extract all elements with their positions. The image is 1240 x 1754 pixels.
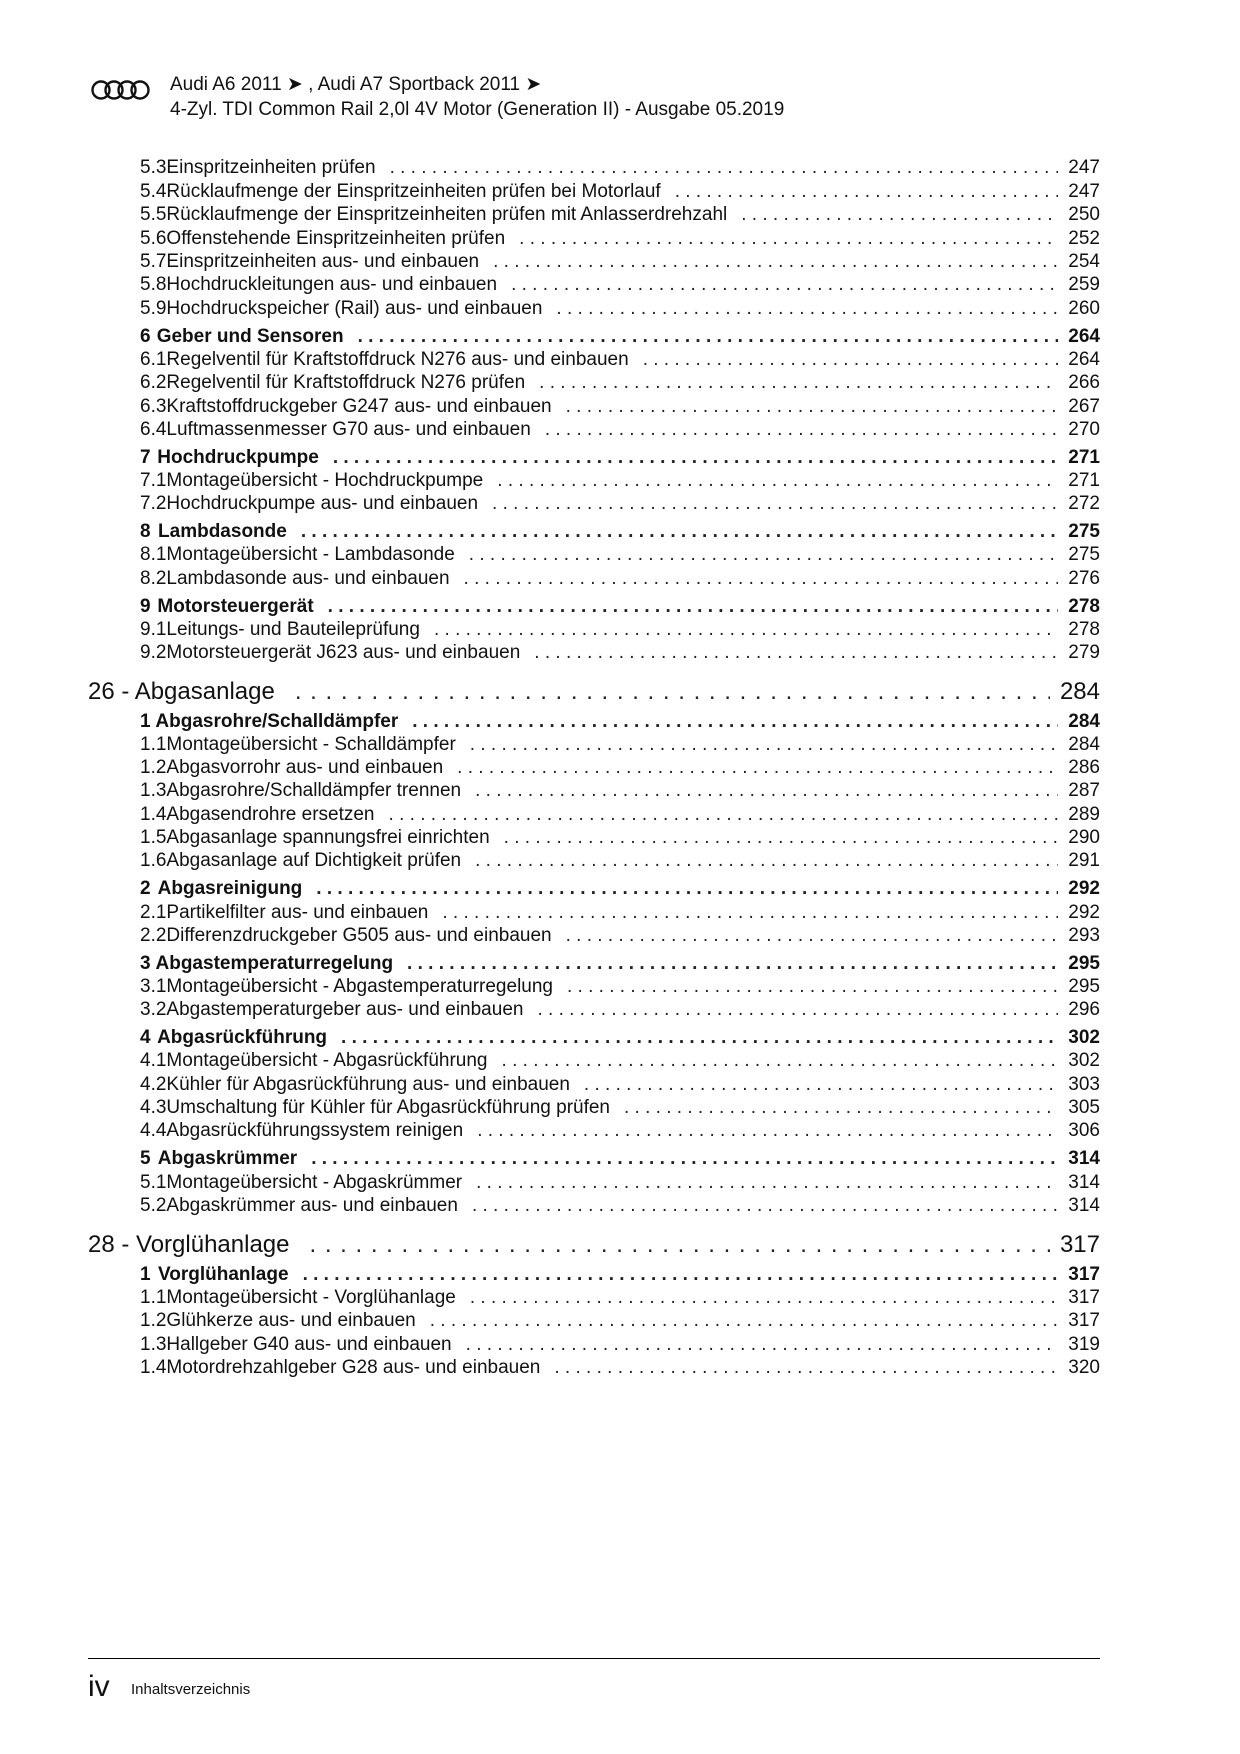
toc-leader-dots (301, 521, 1058, 543)
toc-section-title: Lambdasonde (158, 521, 287, 542)
toc-section-page: 292 (1068, 878, 1100, 899)
toc-entry-number: 6.1 (140, 349, 167, 370)
toc-entry-number: 4.2 (140, 1074, 167, 1095)
toc-entry-number: 8.2 (140, 568, 167, 589)
toc-section-page: 264 (1068, 326, 1100, 347)
toc-entry-title: Regelventil für Kraftstoffdruck N276 aus- und einbauen (166, 349, 629, 370)
toc-entry-number: 4.4 (140, 1120, 167, 1141)
toc-entry-page: 272 (1068, 493, 1100, 514)
toc-entry-title: Abgasrohre/Schalldämpfer trennen (166, 780, 462, 801)
footer-divider (88, 1658, 1100, 1659)
toc-section-number: 6 (140, 326, 151, 347)
toc-leader-dots (624, 1097, 1058, 1119)
toc-leader-dots (492, 493, 1058, 515)
toc-leader-dots (537, 999, 1058, 1021)
toc-entry-page: 305 (1068, 1097, 1100, 1118)
toc-leader-dots (390, 157, 1059, 179)
toc-entry-number: 6.2 (140, 372, 167, 393)
toc-entry-number: 1.5 (140, 827, 167, 848)
toc-entry[interactable] (140, 493, 1100, 519)
toc-entry-title: Abgasvorrohr aus- und einbauen (166, 757, 444, 778)
toc-entry-page: 247 (1068, 157, 1100, 178)
toc-section-number: 7 (140, 447, 151, 468)
toc-entry-page: 278 (1068, 619, 1100, 640)
toc-leader-dots (534, 642, 1058, 664)
toc-section[interactable] (140, 878, 1100, 904)
toc-leader-dots (464, 568, 1059, 590)
toc-entry[interactable] (140, 1195, 1100, 1221)
toc-section-title: Hochdruckpumpe (157, 447, 319, 468)
toc-entry-title: Rücklaufmenge der Einspritzeinheiten prüfen bei Motorlauf (166, 181, 661, 202)
toc-leader-dots (504, 827, 1059, 849)
toc-entry[interactable] (140, 780, 1100, 806)
toc-leader-dots (497, 470, 1058, 492)
toc-section-title: Abgasreinigung (157, 878, 303, 899)
toc-entry[interactable] (140, 1310, 1100, 1336)
toc-entry[interactable] (140, 850, 1100, 876)
toc-entry[interactable] (140, 568, 1100, 594)
toc-entry-page: 296 (1068, 999, 1100, 1020)
toc-entry-number: 1.2 (140, 757, 167, 778)
toc-entry-page: 314 (1068, 1172, 1100, 1193)
toc-entry-title: Lambdasonde aus- und einbauen (166, 568, 450, 589)
toc-entry-number: 2.1 (140, 902, 167, 923)
toc-entry[interactable] (140, 372, 1100, 398)
toc-entry[interactable] (140, 419, 1100, 445)
toc-entry-number: 9.2 (140, 642, 167, 663)
toc-entry-page: 286 (1068, 757, 1100, 778)
toc-entry-number: 8.1 (140, 544, 167, 565)
toc-entry-number: 1.4 (140, 804, 167, 825)
toc-section-page: 284 (1068, 711, 1100, 732)
toc-chapter-page: 317 (1059, 1231, 1100, 1258)
toc-leader-dots (407, 953, 1058, 975)
toc-entry-number: 9.1 (140, 619, 167, 640)
toc-leader-dots (389, 804, 1059, 826)
toc-entry-page: 260 (1068, 298, 1100, 319)
toc-entry-number: 3.2 (140, 999, 167, 1020)
toc-section-title: Abgastemperaturregelung (155, 953, 394, 974)
toc-entry-number: 1.4 (140, 1357, 167, 1378)
toc-section-page: 295 (1068, 953, 1100, 974)
toc-leader-dots (539, 372, 1058, 394)
toc-entry-page: 275 (1068, 544, 1100, 565)
toc-entry-number: 1.3 (140, 1334, 167, 1355)
toc-entry-title: Einspritzeinheiten prüfen (166, 157, 376, 178)
toc-entry-page: 319 (1068, 1334, 1100, 1355)
toc-entry-number: 3.1 (140, 976, 167, 997)
toc-leader-dots (502, 1050, 1059, 1072)
toc-entry[interactable] (140, 204, 1100, 230)
toc-entry-title: Rücklaufmenge der Einspritzeinheiten prüfen mit Anlasserdrehzahl (166, 204, 728, 225)
toc-section[interactable] (140, 1148, 1100, 1174)
toc-entry-number: 6.4 (140, 419, 167, 440)
toc-entry-title: Regelventil für Kraftstoffdruck N276 prüfen (166, 372, 526, 393)
toc-entry[interactable] (140, 1050, 1100, 1076)
toc-entry-number: 5.4 (140, 181, 167, 202)
toc-chapter-title: 26 - Abgasanlage (88, 678, 275, 705)
toc-entry-title: Abgastemperaturgeber aus- und einbauen (166, 999, 524, 1020)
toc-leader-dots (466, 1334, 1059, 1356)
page-number: iv (88, 1670, 110, 1703)
toc-entry-page: 266 (1068, 372, 1100, 393)
toc-section-title: Abgaskrümmer (157, 1148, 298, 1169)
toc-leader-dots (566, 925, 1059, 947)
toc-entry-title: Hochdruckspeicher (Rail) aus- und einbauen (166, 298, 543, 319)
toc-section-title: Motorsteuergerät (157, 596, 314, 617)
toc-chapter-page: 284 (1059, 678, 1100, 705)
toc-entry-number: 6.3 (140, 396, 167, 417)
toc-section-page: 302 (1068, 1027, 1100, 1048)
toc-entry-title: Kraftstoffdruckgeber G247 aus- und einbauen (166, 396, 552, 417)
toc-section-number: 1 (140, 1264, 151, 1285)
toc-entry-page: 250 (1068, 204, 1100, 225)
toc-entry-number: 1.1 (140, 734, 167, 755)
toc-entry-title: Kühler für Abgasrückführung aus- und einbauen (166, 1074, 570, 1095)
toc-leader-dots (476, 1172, 1058, 1194)
toc-leader-dots (519, 228, 1058, 250)
toc-leader-dots (442, 902, 1058, 924)
toc-leader-dots (295, 678, 1050, 706)
toc-entry-page: 279 (1068, 642, 1100, 663)
toc-entry-title: Abgasrückführungssystem reinigen (166, 1120, 464, 1141)
toc-entry-title: Hochdruckleitungen aus- und einbauen (166, 274, 498, 295)
toc-leader-dots (477, 1120, 1058, 1142)
toc-entry-title: Umschaltung für Kühler für Abgasrückführung prüfen (166, 1097, 610, 1118)
toc-section-number: 5 (140, 1148, 151, 1169)
toc-section-page: 317 (1068, 1264, 1100, 1285)
toc-leader-dots (469, 544, 1059, 566)
toc-entry-title: Montageübersicht - Abgastemperaturregelung (166, 976, 553, 997)
toc-entry-title: Glühkerze aus- und einbauen (166, 1310, 416, 1331)
toc-leader-dots (567, 976, 1058, 998)
toc-entry-title: Partikelfilter aus- und einbauen (166, 902, 429, 923)
toc-entry-page: 284 (1068, 734, 1100, 755)
toc-entry[interactable] (140, 298, 1100, 324)
toc-entry-page: 317 (1068, 1310, 1100, 1331)
toc-entry-page: 287 (1068, 780, 1100, 801)
toc-entry-title: Abgasanlage spannungsfrei einrichten (166, 827, 490, 848)
header-vehicle-line: Audi A6 2011 ➤ , Audi A7 Sportback 2011 ➤ (170, 74, 542, 95)
toc-leader-dots (741, 204, 1058, 226)
header-engine-line: 4-Zyl. TDI Common Rail 2,0l 4V Motor (Generation II) - Ausgabe 05.2019 (170, 99, 785, 120)
toc-entry-title: Luftmassenmesser G70 aus- und einbauen (166, 419, 531, 440)
toc-entry-number: 1.3 (140, 780, 167, 801)
toc-section-number: 2 (140, 878, 151, 899)
toc-entry-number: 1.1 (140, 1287, 167, 1308)
toc-leader-dots (303, 1264, 1059, 1286)
audi-four-rings-icon (90, 78, 152, 102)
toc-leader-dots (311, 1148, 1058, 1170)
toc-entry-page: 320 (1068, 1357, 1100, 1378)
toc-chapter[interactable] (88, 1231, 1100, 1263)
toc-entry-number: 5.1 (140, 1172, 167, 1193)
toc-entry[interactable] (140, 1357, 1100, 1383)
toc-leader-dots (310, 1231, 1050, 1259)
toc-entry-page: 290 (1068, 827, 1100, 848)
toc-leader-dots (493, 251, 1058, 273)
toc-entry-title: Montageübersicht - Lambdasonde (166, 544, 455, 565)
toc-entry-page: 291 (1068, 850, 1100, 871)
toc-leader-dots (584, 1074, 1058, 1096)
toc-leader-dots (316, 878, 1058, 900)
toc-entry-page: 254 (1068, 251, 1100, 272)
toc-entry-title: Leitungs- und Bauteileprüfung (166, 619, 420, 640)
toc-leader-dots (457, 757, 1058, 779)
toc-leader-dots (554, 1357, 1058, 1379)
toc-entry-page: 252 (1068, 228, 1100, 249)
toc-entry-number: 5.7 (140, 251, 167, 272)
toc-entry[interactable] (140, 642, 1100, 668)
toc-entry-number: 5.2 (140, 1195, 167, 1216)
toc-entry-title: Montageübersicht - Vorglühanlage (166, 1287, 456, 1308)
toc-section-page: 271 (1068, 447, 1100, 468)
toc-entry-title: Montageübersicht - Schalldämpfer (166, 734, 456, 755)
toc-entry-page: 302 (1068, 1050, 1100, 1071)
toc-entry-page: 271 (1068, 470, 1100, 491)
toc-entry-number: 7.2 (140, 493, 167, 514)
toc-leader-dots (412, 711, 1058, 733)
toc-entry-page: 303 (1068, 1074, 1100, 1095)
toc-entry-title: Einspritzeinheiten aus- und einbauen (166, 251, 480, 272)
toc-entry-title: Montageübersicht - Abgaskrümmer (166, 1172, 463, 1193)
toc-entry-number: 1.2 (140, 1310, 167, 1331)
toc-entry-title: Hochdruckpumpe aus- und einbauen (166, 493, 479, 514)
toc-entry-page: 264 (1068, 349, 1100, 370)
toc-entry-title: Hallgeber G40 aus- und einbauen (166, 1334, 452, 1355)
toc-entry-page: 247 (1068, 181, 1100, 202)
toc-entry[interactable] (140, 544, 1100, 570)
toc-leader-dots (430, 1310, 1059, 1332)
toc-entry-page: 267 (1068, 396, 1100, 417)
toc-leader-dots (472, 1195, 1058, 1217)
toc-section-title: Abgasrohre/Schalldämpfer (155, 711, 399, 732)
toc-entry-number: 2.2 (140, 925, 167, 946)
toc-entry-number: 5.8 (140, 274, 167, 295)
toc-entry-page: 314 (1068, 1195, 1100, 1216)
toc-entry-page: 259 (1068, 274, 1100, 295)
footer-section-label: Inhaltsverzeichnis (131, 1681, 251, 1698)
toc-entry-page: 293 (1068, 925, 1100, 946)
toc-leader-dots (643, 349, 1059, 371)
toc-section-title: Abgasrückführung (157, 1027, 328, 1048)
toc-leader-dots (545, 419, 1058, 441)
toc-section-number: 3 (140, 953, 151, 974)
toc-entry-page: 289 (1068, 804, 1100, 825)
toc-leader-dots (328, 596, 1059, 618)
toc-leader-dots (566, 396, 1059, 418)
toc-entry-title: Abgasanlage auf Dichtigkeit prüfen (166, 850, 462, 871)
toc-entry-page: 276 (1068, 568, 1100, 589)
toc-section-number: 4 (140, 1027, 151, 1048)
toc-entry-title: Montageübersicht - Hochdruckpumpe (166, 470, 484, 491)
toc-chapter-title: 28 - Vorglühanlage (88, 1231, 290, 1258)
toc-leader-dots (358, 326, 1059, 348)
toc-entry-title: Motorsteuergerät J623 aus- und einbauen (166, 642, 521, 663)
toc-entry[interactable] (140, 999, 1100, 1025)
toc-leader-dots (333, 447, 1058, 469)
toc-entry-page: 306 (1068, 1120, 1100, 1141)
toc-entry-page: 317 (1068, 1287, 1100, 1308)
toc-entry-number: 5.5 (140, 204, 167, 225)
toc-section-number: 9 (140, 596, 151, 617)
toc-entry-title: Differenzdruckgeber G505 aus- und einbauen (166, 925, 552, 946)
toc-entry-page: 292 (1068, 902, 1100, 923)
toc-section-page: 314 (1068, 1148, 1100, 1169)
toc-entry-title: Offenstehende Einspritzeinheiten prüfen (166, 228, 506, 249)
toc-entry-title: Abgasendrohre ersetzen (166, 804, 375, 825)
toc-chapter[interactable] (88, 678, 1100, 710)
toc-section-number: 8 (140, 521, 151, 542)
toc-entry-number: 5.3 (140, 157, 167, 178)
toc-entry-number: 1.6 (140, 850, 167, 871)
toc-entry-number: 5.9 (140, 298, 167, 319)
toc-leader-dots (556, 298, 1058, 320)
toc-section-title: Geber und Sensoren (156, 326, 344, 347)
toc-leader-dots (675, 181, 1059, 203)
toc-entry-page: 270 (1068, 419, 1100, 440)
toc-entry-number: 5.6 (140, 228, 167, 249)
toc-entry[interactable] (140, 925, 1100, 951)
toc-entry-number: 7.1 (140, 470, 167, 491)
toc-entry[interactable] (140, 274, 1100, 300)
toc-entry-title: Abgaskrümmer aus- und einbauen (166, 1195, 458, 1216)
toc-section-page: 275 (1068, 521, 1100, 542)
toc-section-title: Vorglühanlage (158, 1264, 289, 1285)
toc-leader-dots (511, 274, 1058, 296)
toc-entry-title: Montageübersicht - Abgasrückführung (166, 1050, 488, 1071)
toc-entry-title: Motordrehzahlgeber G28 aus- und einbauen (166, 1357, 541, 1378)
toc-entry[interactable] (140, 1120, 1100, 1146)
toc-leader-dots (475, 850, 1058, 872)
toc-entry[interactable] (140, 157, 1100, 183)
toc-entry-page: 295 (1068, 976, 1100, 997)
toc-section-number: 1 (140, 711, 151, 732)
toc-leader-dots (470, 734, 1059, 756)
toc-leader-dots (475, 780, 1058, 802)
toc-leader-dots (341, 1027, 1058, 1049)
toc-leader-dots (434, 619, 1058, 641)
toc-entry-number: 4.1 (140, 1050, 167, 1071)
toc-leader-dots (470, 1287, 1058, 1309)
toc-entry-number: 4.3 (140, 1097, 167, 1118)
toc-section-page: 278 (1068, 596, 1100, 617)
